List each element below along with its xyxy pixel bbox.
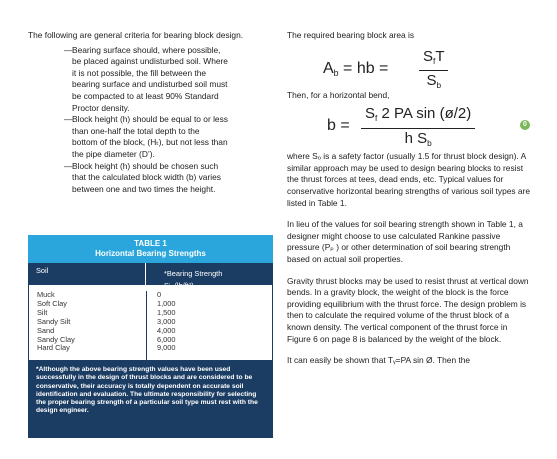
equation-width: b = $\frac{S_f 2 PA \sin (ø/2)}{h S_b}$: [287, 101, 530, 151]
table-cell: 9,000: [157, 343, 176, 353]
paragraph-area-intro: The required bearing block area is: [287, 30, 415, 40]
equation-area-fraction: $S_fT$ $S_b$: [419, 48, 448, 95]
criterion-2: — Block height (h) should be equal to or less than one-half the total depth to the bottom of the block, (Hₜ), but not less than the pipe diameter (D’).: [64, 114, 228, 159]
soil-column: [29, 291, 147, 360]
paragraph-gravity-blocks: Gravity thrust blocks may be used to resist thrust at vertical down bends. In a gravity block, the weight of the block is the force providing equilibrium with the thrust force. The design problem is then to calculate the required volume of the thrust block of a known density. The vertical component of the thrust force in Figure 6 on page 8 is balanced by the weight of the block.: [287, 275, 529, 344]
equation-width-fraction: $\frac{S_f 2 PA \sin (ø/2)}{h S_b}$: [361, 105, 475, 152]
table-cell: 1,500: [157, 307, 176, 317]
table-title: TABLE 1: [134, 239, 167, 248]
table-body: [28, 285, 273, 360]
table-row: Silt: [37, 307, 48, 317]
table-row: Sandy Silt: [37, 316, 71, 326]
paragraph-horizontal-bend: Then, for a horizontal bend,: [287, 89, 390, 100]
table-subtitle: Horizontal Bearing Strengths: [95, 249, 206, 258]
left-column: [28, 30, 273, 195]
table-cell: 1,000: [157, 298, 176, 308]
paragraph-safety-factor: where Sₒ is a safety factor (usually 1.5 for thrust block design). A similar approach may be used to design bearing blocks to resist the thrust forces at tees, dead ends, etc. Typical values for conservative horizontal bearing strengths of various soil types are listed in Table 1.: [287, 151, 531, 208]
table-header: [28, 235, 273, 263]
table-cell: 4,000: [157, 325, 176, 335]
bearing-strength-table: [28, 235, 273, 438]
table-row: Sand: [37, 325, 55, 335]
intro-text: The following are general criteria for bearing block design.: [28, 30, 244, 40]
column-soil: Soil: [28, 263, 146, 285]
table-footnote: *Although the above bearing strength values have been used successfully in the design of thrust blocks and are considered to be conservative, their accuracy is totally dependent on accurate soil identification and evaluation. The ultimate responsibility for selecting the proper bearing strength of a particular soil type must rest with the design engineer.: [28, 360, 273, 438]
equation-area: $A_b$ = hb = $S_fT$ $S_b$: [287, 42, 530, 90]
strength-column: [147, 291, 176, 360]
column-strength: *Bearing Strength S♭ (lb/ft²): [164, 269, 223, 290]
criterion-3: — Block height (h) should be chosen such that the calculated block width (b) varies between one and two times the height.: [64, 160, 221, 194]
table-row: Muck: [37, 290, 55, 299]
table-cell: 0: [157, 290, 162, 299]
right-column: [287, 30, 530, 367]
paragraph-continuation: It can easily be shown that Tᵧ=PA sin Ø. Then the: [287, 355, 471, 366]
paragraph-rankine: In lieu of the values for soil bearing strength shown in Table 1, a designer might choose to use calculated Rankine passive pressure (Pₚ ) or other determination of soil bearing strength based on actual soil properties.: [287, 219, 523, 264]
annotation-marker-icon[interactable]: 0: [520, 120, 530, 130]
table-cell: 6,000: [157, 334, 176, 344]
table-row: Hard Clay: [37, 343, 70, 353]
table-row: Soft Clay: [37, 298, 67, 308]
table-column-headers: [28, 263, 273, 290]
criterion-1: — Bearing surface should, where possible, be placed against undisturbed soil. Where it is not possible, the fill between the bearing surface and undisturbed soil must be compacted to at least 90% Standard Proctor density.: [64, 44, 228, 113]
table-cell: 3,000: [157, 316, 176, 326]
table-row: Sandy Clay: [37, 334, 75, 344]
